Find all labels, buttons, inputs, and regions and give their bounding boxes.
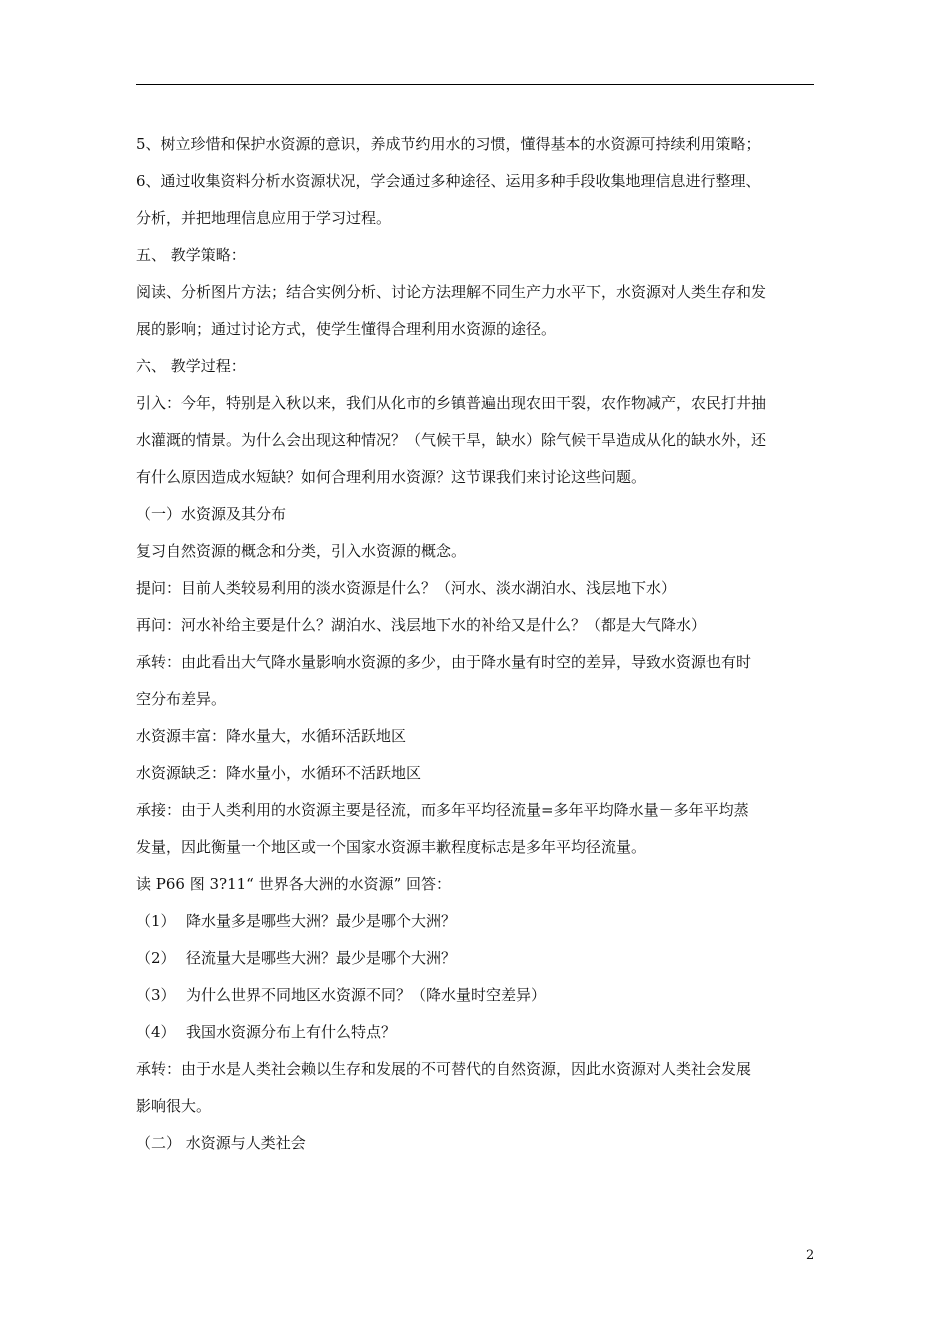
page-number: 2	[806, 1248, 815, 1263]
list-item-number: （2）	[136, 949, 176, 967]
list-item-text: 为什么世界不同地区水资源不同？（降水量时空差异）	[186, 986, 547, 1004]
list-item-text: 我国水资源分布上有什么特点？	[186, 1023, 397, 1041]
list-item	[136, 940, 816, 977]
heading-teaching-process: 六、 教学过程：	[136, 357, 246, 375]
paragraph-continue-line2: 发量，因此衡量一个地区或一个国家水资源丰歉程度标志是多年平均径流量。	[136, 838, 647, 856]
paragraph-strategy-line1: 阅读、分析图片方法；结合实例分析、讨论方法理解不同生产力水平下，水资源对人类生存和发	[136, 283, 767, 301]
paragraph-intro-line2: 水灌溉的情景。为什么会出现这种情况？（气候干旱，缺水）除气候干旱造成从化的缺水外，还	[136, 431, 767, 449]
heading-teaching-strategy: 五、 教学策略：	[136, 246, 246, 264]
paragraph-rich: 水资源丰富：降水量大，水循环活跃地区	[136, 727, 407, 745]
paragraph-review: 复习自然资源的概念和分类，引入水资源的概念。	[136, 542, 467, 560]
section-heading-2: （二） 水资源与人类社会	[136, 1134, 306, 1152]
section-heading-1: （一）水资源及其分布	[136, 505, 287, 523]
paragraph-continue-line1: 承接：由于人类利用的水资源主要是径流，而多年平均径流量=多年平均降水量－多年平均蒸	[136, 801, 749, 819]
header-rule	[136, 84, 814, 85]
paragraph-question: 提问：目前人类较易利用的淡水资源是什么？（河水、淡水湖泊水、浅层地下水）	[136, 579, 677, 597]
paragraph-transition2-line2: 影响很大。	[136, 1097, 212, 1115]
paragraph-transition-line2: 空分布差异。	[136, 690, 227, 708]
paragraph-objective-6-line2: 分析，并把地理信息应用于学习过程。	[136, 209, 392, 227]
list-item	[136, 1014, 816, 1051]
list-item-text: 降水量多是哪些大洲？最少是哪个大洲？	[186, 912, 457, 930]
list-item-number: （1）	[136, 912, 176, 930]
paragraph-transition-line1: 承转：由此看出大气降水量影响水资源的多少，由于降水量有时空的差异，导致水资源也有时	[136, 653, 752, 671]
list-item-number: （4）	[136, 1023, 176, 1041]
paragraph-intro-line1: 引入：今年，特别是入秋以来，我们从化市的乡镇普遍出现农田干裂，农作物减产，农民打井抽	[136, 394, 767, 412]
paragraph-read-figure: 读 P66 图 3?11“ 世界各大洲的水资源” 回答：	[136, 875, 452, 893]
paragraph-transition2-line1: 承转：由于水是人类社会赖以生存和发展的不可替代的自然资源，因此水资源对人类社会发展	[136, 1060, 752, 1078]
paragraph-objective-6-line1: 6、通过收集资料分析水资源状况，学会通过多种途径、运用多种手段收集地理信息进行整理、	[136, 172, 761, 190]
paragraph-strategy-line2: 展的影响；通过讨论方式，使学生懂得合理利用水资源的途径。	[136, 320, 557, 338]
paragraph-question-again: 再问：河水补给主要是什么？湖泊水、浅层地下水的补给又是什么？（都是大气降水）	[136, 616, 707, 634]
list-item-number: （3）	[136, 986, 176, 1004]
paragraph-intro-line3: 有什么原因造成水短缺？如何合理利用水资源？这节课我们来讨论这些问题。	[136, 468, 647, 486]
paragraph-objective-5: 5、树立珍惜和保护水资源的意识，养成节约用水的习惯，懂得基本的水资源可持续利用策略；	[136, 135, 761, 153]
paragraph-scarce: 水资源缺乏：降水量小，水循环不活跃地区	[136, 764, 422, 782]
list-item	[136, 977, 816, 1014]
list-item-text: 径流量大是哪些大洲？最少是哪个大洲？	[186, 949, 457, 967]
list-item	[136, 903, 816, 940]
document-body	[136, 126, 816, 1162]
